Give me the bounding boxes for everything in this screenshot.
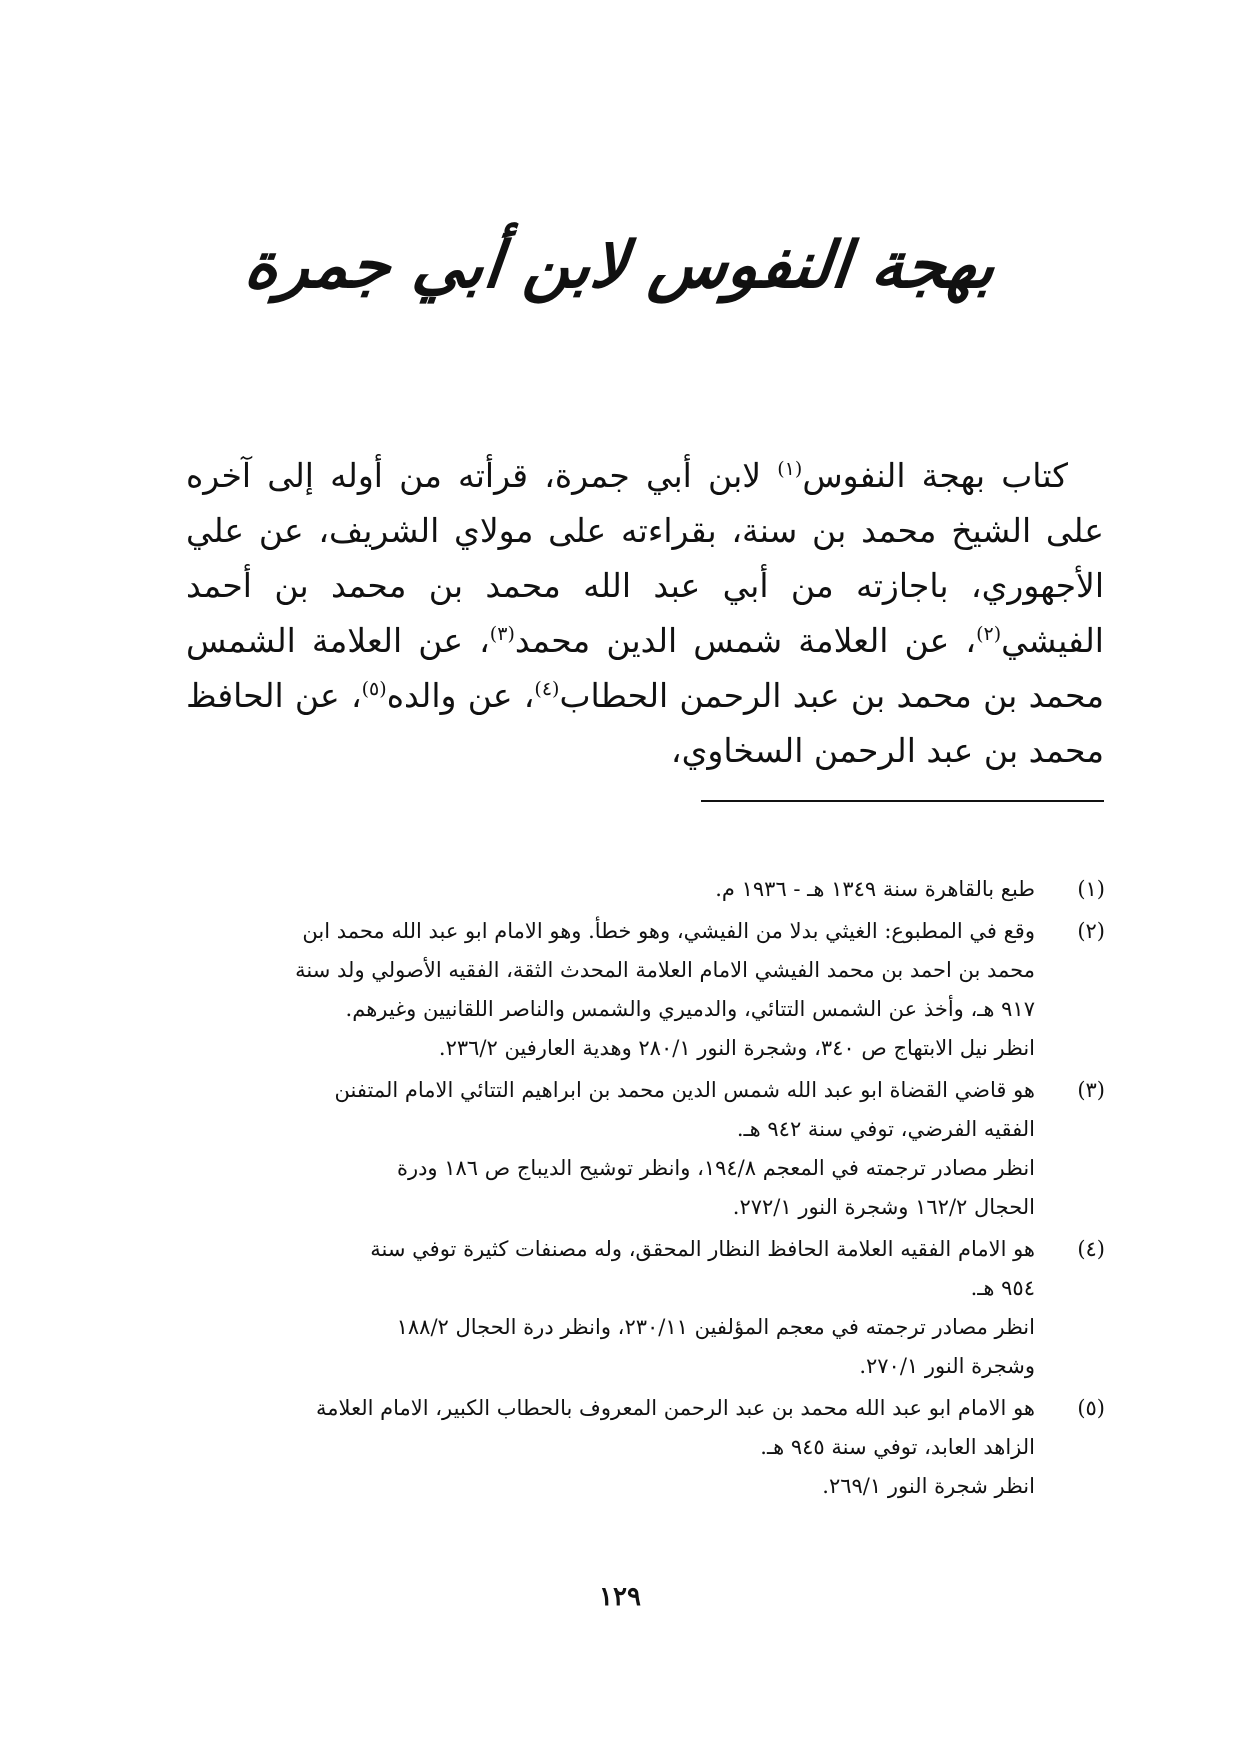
- footnote-number: (٣): [1077, 1078, 1105, 1102]
- body-segment: ، عن العلامة الشمس محمد بن محمد بن عبد الرحمن الحطاب: [186, 621, 1104, 715]
- footnote-2: [186, 912, 1105, 1068]
- footnote-line: وشجرة النور ٢٧٠/١.: [859, 1354, 1035, 1378]
- footnote-3: [186, 1071, 1105, 1227]
- footnote-line: انظر مصادر ترجمته في المعجم ١٩٤/٨، وانظر توشيح الديباج ص ١٨٦ ودرة: [396, 1156, 1035, 1180]
- footnote-number: (٤): [1077, 1237, 1105, 1261]
- footnote-line: هو الامام ابو عبد الله محمد بن عبد الرحمن المعروف بالحطاب الكبير، الامام العلامة: [316, 1396, 1035, 1420]
- footnote-line: الفقيه الفرضي، توفي سنة ٩٤٢ هـ.: [736, 1117, 1035, 1141]
- footnote-line: الزاهد العابد، توفي سنة ٩٤٥ هـ.: [760, 1435, 1035, 1459]
- footnote-separator: [701, 800, 1104, 802]
- footnote-line: وقع في المطبوع: الغيثي بدلا من الفيشي، وهو خطأ. وهو الامام ابو عبد الله محمد ابن: [302, 919, 1035, 943]
- footnote-ref-4[interactable]: (٤): [534, 678, 560, 700]
- footnote-line: محمد بن احمد بن محمد الفيشي الامام العلامة المحدث الثقة، الفقيه الأصولي ولد سنة: [295, 958, 1035, 982]
- footnote-line: ٩٥٤ هـ.: [970, 1276, 1035, 1300]
- footnote-number: (٥): [1077, 1396, 1105, 1420]
- main-paragraph: [186, 448, 1104, 778]
- footnote-number: (١): [1077, 877, 1105, 901]
- body-segment: ، عن الحافظ محمد بن عبد الرحمن السخاوي،: [186, 676, 1104, 770]
- paragraph-text: [186, 448, 1104, 778]
- section-title: بهجة النفوس لابن أبي جمرة: [241, 228, 999, 303]
- body-segment: ، عن والده: [386, 676, 535, 715]
- footnote-line: انظر نيل الابتهاج ص ٣٤٠، وشجرة النور ٢٨٠/١ وهدية العارفين ٢٣٦/٢.: [438, 1036, 1035, 1060]
- footnote-line: انظر شجرة النور ٢٦٩/١.: [822, 1474, 1035, 1498]
- footnote-line: هو قاضي القضاة ابو عبد الله شمس الدين محمد بن ابراهيم التتائي الامام المتفنن: [334, 1078, 1035, 1102]
- body-segment: ، عن العلامة شمس الدين محمد: [514, 621, 977, 660]
- body-segment: لابن أبي جمرة، قرأته من أوله إلى آخره على الشيخ محمد بن سنة، بقراءته على مولاي الشريف، عن علي الأجهوري، باجازته من أبي عبد الله محمد بن محمد بن أحمد الفيشي: [186, 456, 1104, 660]
- footnotes-section: [186, 870, 1105, 1509]
- footnote-ref-5[interactable]: (٥): [361, 678, 387, 700]
- footnote-ref-3[interactable]: (٣): [489, 623, 515, 645]
- footnote-number: (٢): [1077, 919, 1105, 943]
- page-number: ١٢٩: [599, 1582, 641, 1612]
- footnote-line: هو الامام الفقيه العلامة الحافظ النظار المحقق، وله مصنفات كثيرة توفي سنة: [370, 1237, 1035, 1261]
- footnote-4: [186, 1230, 1105, 1386]
- footnote-line: ٩١٧ هـ، وأخذ عن الشمس التتائي، والدميري والشمس والناصر اللقانيين وغيرهم.: [345, 997, 1035, 1021]
- footnote-5: [186, 1389, 1105, 1506]
- footnote-ref-1[interactable]: (١): [777, 458, 803, 480]
- footnote-line: طبع بالقاهرة سنة ١٣٤٩ هـ - ١٩٣٦ م.: [715, 877, 1035, 901]
- footnote-ref-2[interactable]: (٢): [976, 623, 1002, 645]
- body-segment: كتاب بهجة النفوس: [802, 456, 1068, 495]
- footnote-line: انظر مصادر ترجمته في معجم المؤلفين ٢٣٠/١١، وانظر درة الحجال ١٨٨/٢: [396, 1315, 1035, 1339]
- footnote-line: الحجال ١٦٢/٢ وشجرة النور ٢٧٢/١.: [732, 1195, 1035, 1219]
- footnote-1: [186, 870, 1105, 909]
